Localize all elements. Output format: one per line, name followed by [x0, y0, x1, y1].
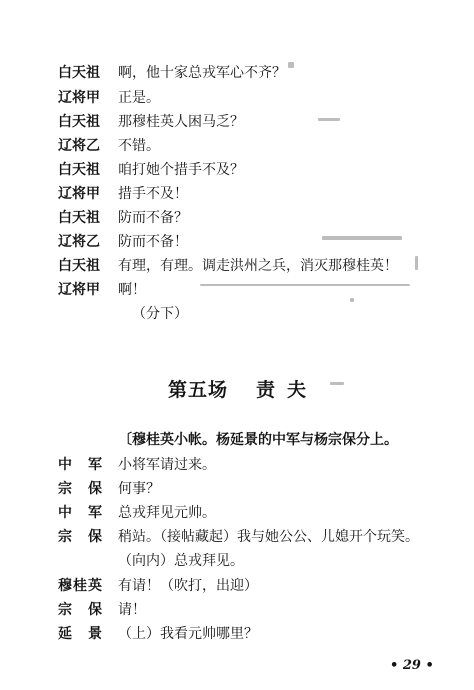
speaker: 白天祖 — [58, 258, 100, 274]
scan-speck — [318, 118, 340, 121]
speaker: 宗保 — [58, 529, 102, 545]
speaker: 白天祖 — [58, 114, 100, 130]
line-text: 不错。 — [118, 138, 160, 154]
speaker: 辽将乙 — [58, 234, 100, 250]
speaker: 白天祖 — [58, 65, 100, 81]
speaker: 穆桂英 — [58, 578, 102, 594]
speaker: 宗保 — [58, 602, 102, 618]
line-text: 何事？ — [118, 481, 160, 497]
line-text: 正是。 — [118, 90, 160, 106]
speaker: 辽将乙 — [58, 138, 100, 154]
line-text: 措手不及！ — [118, 186, 188, 202]
dot-icon: • — [390, 658, 399, 673]
scene-number: 第五场 — [168, 379, 229, 401]
dot-icon: • — [425, 658, 434, 673]
speaker: 宗保 — [58, 481, 102, 497]
scene-name: 责夫 — [256, 379, 319, 401]
line-text: 啊！ — [118, 282, 146, 298]
speaker: 中军 — [58, 457, 102, 473]
scene-heading — [168, 375, 318, 402]
speaker: 辽将甲 — [58, 90, 100, 106]
line-text: 防而不备！ — [118, 234, 188, 250]
page-number — [390, 658, 434, 673]
line-text: 总戎拜见元帅。 — [118, 505, 216, 521]
speaker: 中军 — [58, 505, 102, 521]
line-text: 稍站。（接帖藏起）我与她公公、儿媳开个玩笑。 — [118, 529, 419, 545]
speaker: 白天祖 — [58, 210, 100, 226]
line-text: 请！ — [118, 602, 146, 618]
speaker: 延景 — [58, 626, 102, 642]
speaker: 辽将甲 — [58, 282, 100, 298]
scan-speck — [330, 382, 344, 385]
line-text: 那穆桂英人困马乏？ — [118, 114, 244, 130]
stage-direction: 〔穆桂英小帐。杨延景的中军与杨宗保分上。 — [118, 432, 398, 448]
scan-speck — [288, 62, 294, 68]
scan-speck — [350, 298, 354, 302]
speaker: 辽将甲 — [58, 186, 100, 202]
scan-speck — [322, 236, 402, 240]
line-text: （上）我看元帅哪里？ — [118, 626, 258, 642]
line-text: 咱打她个措手不及？ — [118, 162, 244, 178]
line-text: 有理，有理。调走洪州之兵，消灭那穆桂英！ — [118, 258, 398, 274]
line-text: 有请！（吹打，出迎） — [118, 578, 258, 594]
line-text: 防而不备？ — [118, 210, 188, 226]
line-text: （向内）总戎拜见。 — [118, 553, 244, 569]
line-text: 小将军请过来。 — [118, 457, 216, 473]
scan-speck — [415, 256, 418, 270]
page-number-value: 29 — [402, 658, 421, 673]
scan-speck — [200, 284, 410, 286]
speaker: 白天祖 — [58, 162, 100, 178]
line-text: 啊，他十家总戎军心不齐？ — [118, 65, 286, 81]
exit-direction: （分下） — [132, 306, 188, 322]
